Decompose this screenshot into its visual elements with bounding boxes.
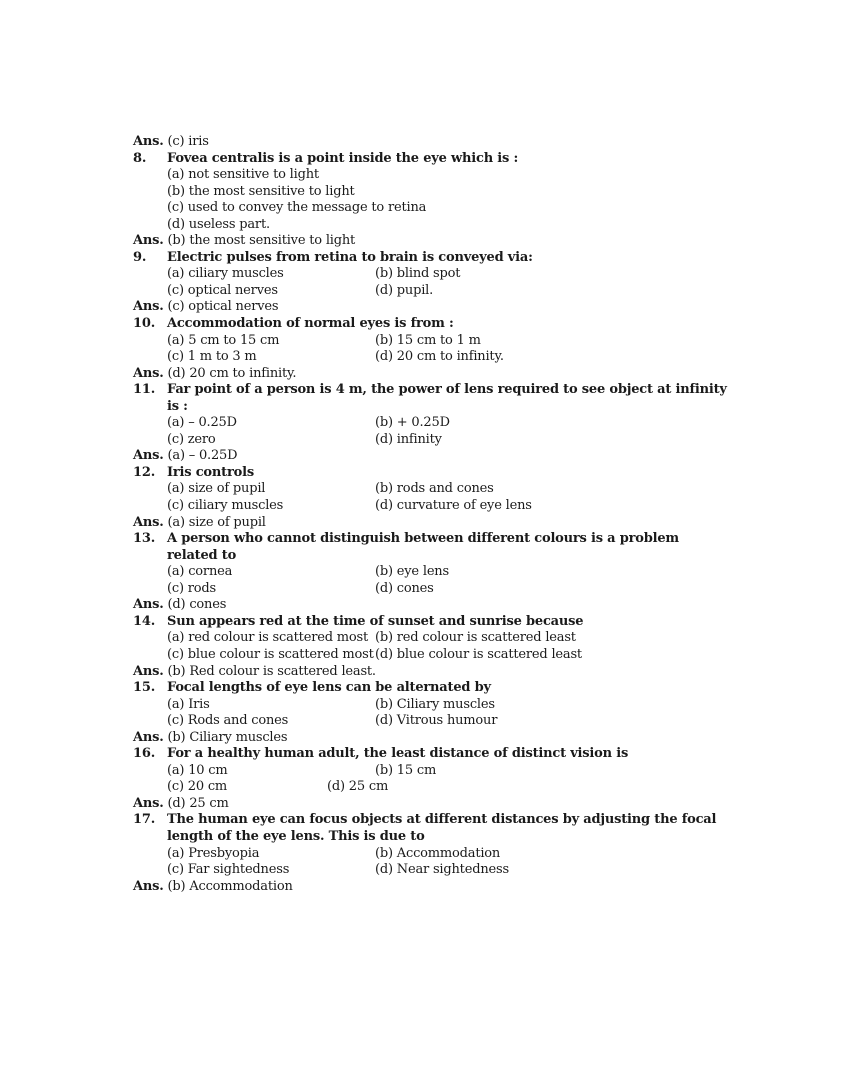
question-number: 11. xyxy=(133,382,156,398)
option: (a) 5 cm to 15 cm xyxy=(167,332,280,348)
option: (a) size of pupil xyxy=(167,481,266,497)
question-text: Sun appears red at the time of sunset and sunrise because xyxy=(167,613,584,629)
option-row xyxy=(133,415,733,432)
option: (b) blind spot xyxy=(375,266,461,282)
option: (d) infinity xyxy=(375,431,442,447)
question-number: 10. xyxy=(133,316,156,332)
question-number: 15. xyxy=(133,680,156,696)
question-header xyxy=(133,746,733,763)
option: (b) Accommodation xyxy=(375,845,501,861)
answer-text: (d) 25 cm xyxy=(163,795,229,811)
option-row xyxy=(133,217,733,234)
option: (b) eye lens xyxy=(375,564,449,580)
option: (b) red colour is scattered least xyxy=(375,630,576,646)
question-text: Iris controls xyxy=(167,464,254,480)
option: (d) Vitrous humour xyxy=(375,713,498,729)
question-block xyxy=(133,465,733,531)
option: (d) pupil. xyxy=(375,282,434,298)
question-block xyxy=(133,680,733,746)
answer-line xyxy=(133,448,733,465)
question-header xyxy=(133,250,733,267)
question-header xyxy=(133,151,733,168)
answer-text: (c) optical nerves xyxy=(163,299,279,315)
option: (d) cones xyxy=(375,580,434,596)
option: (b) rods and cones xyxy=(375,481,494,497)
question-block xyxy=(133,316,733,382)
answer-text: (a) – 0.25D xyxy=(163,448,238,464)
question-block xyxy=(133,250,733,316)
answer-label: Ans. xyxy=(133,134,164,149)
question-text: Fovea centralis is a point inside the eye which is : xyxy=(167,150,519,166)
option: (c) used to convey the message to retina xyxy=(167,200,427,216)
option-row xyxy=(133,713,733,730)
question-header xyxy=(133,465,733,482)
answer-label: Ans. xyxy=(133,795,164,811)
answer-text: (a) size of pupil xyxy=(163,514,266,530)
option: (c) Rods and cones xyxy=(167,713,289,729)
answer-label: Ans. xyxy=(133,299,164,315)
answer-line xyxy=(133,796,733,813)
option: (c) zero xyxy=(167,431,216,447)
option: (c) blue colour is scattered most xyxy=(167,646,374,662)
question-text: For a healthy human adult, the least distance of distinct vision is xyxy=(167,746,629,762)
option-row xyxy=(133,498,733,515)
answer-line xyxy=(133,879,733,896)
answer-label: Ans. xyxy=(133,448,164,464)
option-row xyxy=(133,432,733,449)
option: (a) not sensitive to light xyxy=(167,167,319,183)
option: (a) Iris xyxy=(167,696,210,712)
answer-text: (b) the most sensitive to light xyxy=(163,233,356,249)
option-row xyxy=(133,647,733,664)
question-text: Electric pulses from retina to brain is conveyed via: xyxy=(167,249,533,265)
option: (b) 15 cm xyxy=(375,762,437,778)
option: (a) – 0.25D xyxy=(167,415,237,431)
option-row xyxy=(133,266,733,283)
answer-label: Ans. xyxy=(133,663,164,679)
answer-line xyxy=(133,664,733,681)
option: (c) 1 m to 3 m xyxy=(167,349,257,365)
answer-text: (b) Red colour is scattered least. xyxy=(163,663,376,679)
answer-label: Ans. xyxy=(133,514,164,530)
question-header xyxy=(133,316,733,333)
option: (d) 20 cm to infinity. xyxy=(375,349,504,365)
question-text: Far point of a person is 4 m, the power of lens required to see object at infinity is : xyxy=(167,382,727,414)
option-row xyxy=(133,846,733,863)
option: (d) Near sightedness xyxy=(375,862,509,878)
answer-text: (b) Ciliary muscles xyxy=(163,729,288,745)
question-number: 8. xyxy=(133,150,147,166)
answer-text: (d) 20 cm to infinity. xyxy=(163,365,297,381)
question-number: 13. xyxy=(133,531,156,547)
option: (d) blue colour is scattered least xyxy=(375,646,582,662)
option-row xyxy=(133,481,733,498)
option: (a) Presbyopia xyxy=(167,845,260,861)
question-block xyxy=(133,531,733,614)
answer-text: (b) Accommodation xyxy=(163,878,293,894)
answer-line xyxy=(133,134,733,151)
question-number: 12. xyxy=(133,464,156,480)
option-row xyxy=(133,862,733,879)
option: (b) 15 cm to 1 m xyxy=(375,332,481,348)
option: (c) rods xyxy=(167,580,216,596)
option: (a) 10 cm xyxy=(167,762,228,778)
question-list xyxy=(133,151,733,896)
question-header xyxy=(133,680,733,697)
answer-label: Ans. xyxy=(133,878,164,894)
option-row xyxy=(133,564,733,581)
option: (b) + 0.25D xyxy=(375,415,450,431)
question-block xyxy=(133,151,733,250)
option: (c) 20 cm xyxy=(167,779,228,795)
question-header xyxy=(133,812,733,845)
document-page xyxy=(133,134,733,895)
question-text: A person who cannot distinguish between different colours is a problem related to xyxy=(167,531,679,563)
answer-line xyxy=(133,299,733,316)
question-text: The human eye can focus objects at different distances by adjusting the focal length of the eye lens. This is due to xyxy=(167,812,717,844)
question-number: 17. xyxy=(133,812,156,828)
option-row xyxy=(133,200,733,217)
option-row xyxy=(133,184,733,201)
option: (c) ciliary muscles xyxy=(167,498,284,514)
question-header xyxy=(133,382,733,415)
answer-label: Ans. xyxy=(133,365,164,381)
answer-line xyxy=(133,730,733,747)
answer-text: (d) cones xyxy=(163,597,227,613)
option: (d) useless part. xyxy=(167,216,270,232)
question-text: Accommodation of normal eyes is from : xyxy=(167,316,454,332)
option: (d) curvature of eye lens xyxy=(375,498,532,514)
answer-text: (c) iris xyxy=(167,134,209,149)
option-row xyxy=(133,283,733,300)
option: (a) ciliary muscles xyxy=(167,266,284,282)
option-row xyxy=(133,167,733,184)
option: (b) the most sensitive to light xyxy=(167,183,355,199)
answer-line xyxy=(133,233,733,250)
option-row xyxy=(133,581,733,598)
question-block xyxy=(133,614,733,680)
option-row xyxy=(133,333,733,350)
answer-label: Ans. xyxy=(133,597,164,613)
option: (d) 25 cm xyxy=(327,779,389,795)
question-text: Focal lengths of eye lens can be alternated by xyxy=(167,680,491,696)
option: (a) red colour is scattered most xyxy=(167,630,369,646)
question-number: 9. xyxy=(133,249,147,265)
question-number: 16. xyxy=(133,746,156,762)
option-row xyxy=(133,697,733,714)
option: (c) Far sightedness xyxy=(167,862,290,878)
option: (c) optical nerves xyxy=(167,282,278,298)
option-row xyxy=(133,779,733,796)
answer-label: Ans. xyxy=(133,233,164,249)
question-block xyxy=(133,382,733,465)
option-row xyxy=(133,349,733,366)
option: (a) cornea xyxy=(167,564,233,580)
question-number: 14. xyxy=(133,613,156,629)
question-block xyxy=(133,746,733,812)
answer-label: Ans. xyxy=(133,729,164,745)
answer-line xyxy=(133,366,733,383)
option-row xyxy=(133,763,733,780)
option: (b) Ciliary muscles xyxy=(375,696,495,712)
question-header xyxy=(133,614,733,631)
answer-line xyxy=(133,597,733,614)
option-row xyxy=(133,630,733,647)
question-header xyxy=(133,531,733,564)
answer-line xyxy=(133,515,733,532)
question-block xyxy=(133,812,733,895)
